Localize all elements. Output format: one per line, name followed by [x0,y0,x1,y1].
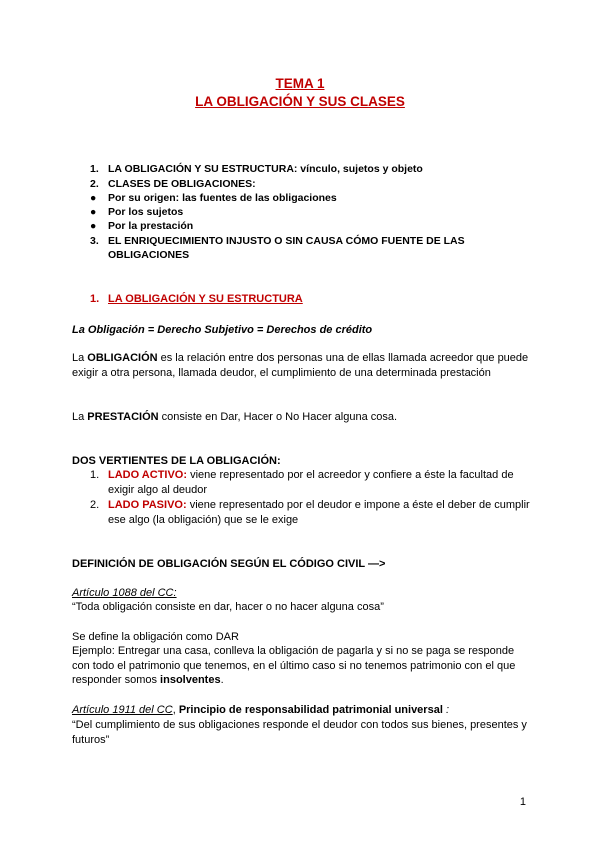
bullet-icon: ● [90,220,97,232]
toc-text: Por su origen: las fuentes de las obligaciones [108,192,337,204]
term-prestacion: PRESTACIÓN [87,411,159,423]
toc-marker: 1. [90,163,99,175]
list-item-body: LADO ACTIVO: viene representado por el acreedor y confiere a éste la facultad de exigir algo al deudor [108,469,514,496]
toc-text: EL ENRIQUECIMIENTO INJUSTO O SIN CAUSA CÓMO FUENTE DE LAS OBLIGACIONES [108,235,465,261]
section-heading [90,293,303,305]
art-1911-quote: “Del cumplimiento de sus obligaciones responde el deudor con todos sus bienes, presentes y futuros” [72,719,527,746]
page-title: LA OBLIGACIÓN Y SUS CLASES [195,94,405,109]
list-marker: 2. [90,499,100,511]
toc-item [90,205,530,219]
toc-text: Por los sujetos [108,206,184,218]
principle-name: Principio de responsabilidad patrimonial universal [178,704,443,716]
topic-label: TEMA 1 [275,76,325,91]
art-1911-reference: Artículo 1911 del CC [72,704,173,716]
art-1911-line: Artículo 1911 del CC, Principio de responsabilidad patrimonial universal : [72,704,450,716]
term-insolventes: insolventes [160,674,221,686]
list-marker: 1. [90,469,100,481]
obligation-definition: La OBLIGACIÓN es la relación entre dos personas una de ellas llamada acreedor que puede exigir a otra persona, llamada deudor, el cumplimiento de una determinada prestación [72,352,529,379]
toc-item [90,177,530,191]
list-item [90,468,530,497]
term-obligacion: OBLIGACIÓN [87,352,158,364]
list-item-body: LADO PASIVO: viene representado por el deudor e impone a éste el deber de cumplir ese algo (la obligación) que se le exige [108,499,530,526]
list-item [90,498,530,527]
section-marker: 1. [90,293,100,305]
toc-text: LA OBLIGACIÓN Y SU ESTRUCTURA: vínculo, sujetos y objeto [108,163,423,175]
toc-text: CLASES DE OBLIGACIONES: [108,178,256,190]
toc-item [90,162,530,176]
art-1088-reference: Artículo 1088 del CC: [72,587,177,599]
art-1088-quote: “Toda obligación consiste en dar, hacer o no hacer alguna cosa” [72,601,384,613]
example-paragraph: Ejemplo: Entregar una casa, conlleva la obligación de pagarla y si no se paga se responde con todo el patrimonio que tenemos, en el último caso si no tenemos patrimonio con el que responder somos insolventes. [72,645,516,686]
lado-pasivo-label: LADO PASIVO: [108,499,187,511]
page-number: 1 [519,796,526,808]
toc-item [90,191,530,205]
prestacion-definition: La PRESTACIÓN consiste en Dar, Hacer o No Hacer alguna cosa. [72,411,398,423]
vertientes-heading: DOS VERTIENTES DE LA OBLIGACIÓN: [72,455,281,467]
toc-marker: 3. [90,235,99,247]
bullet-icon: ● [90,192,97,204]
lado-activo-label: LADO ACTIVO: [108,469,188,481]
obligation-equation: La Obligación = Derecho Subjetivo = Derechos de crédito [72,324,373,336]
toc-item [90,219,530,233]
dar-definition: Se define la obligación como DAR [72,631,239,643]
toc-text: Por la prestación [108,220,194,232]
definicion-heading: DEFINICIÓN DE OBLIGACIÓN SEGÚN EL CÓDIGO CIVIL —> [72,558,386,570]
toc-marker: 2. [90,178,99,190]
toc-item [90,234,530,262]
bullet-icon: ● [90,206,97,218]
section-heading-text: LA OBLIGACIÓN Y SU ESTRUCTURA [108,293,303,305]
